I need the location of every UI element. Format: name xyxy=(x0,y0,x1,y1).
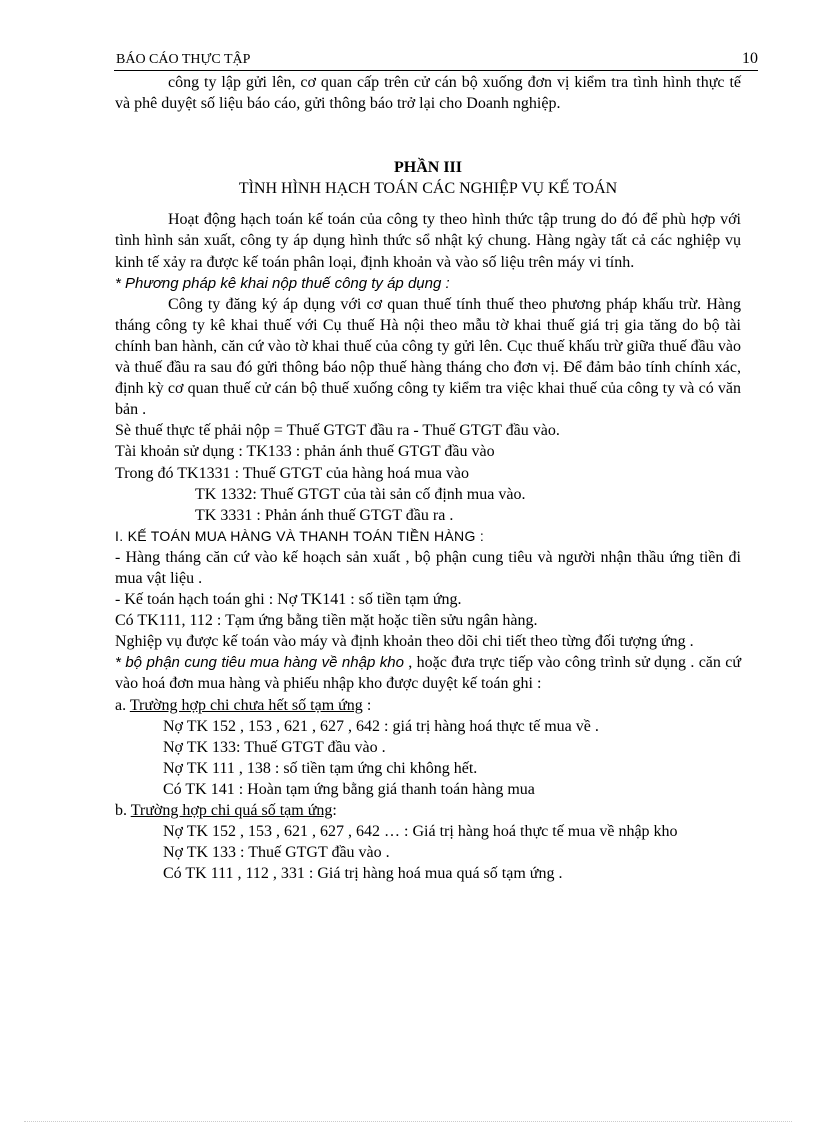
account-tk1332: TK 1332: Thuế GTGT của tài sản cố định mua vào. xyxy=(195,485,526,503)
case-a-suffix: : xyxy=(362,696,372,714)
tax-formula: Sè thuế thực tế phải nộp = Thuế GTGT đầu ra - Thuế GTGT đầu vào. xyxy=(115,422,560,440)
header-title: BÁO CÁO THỰC TẬP xyxy=(116,52,251,67)
paragraph-accounting-form: Hoạt động hạch toán kế toán của công ty theo hình thức tập trung do đó để phù hợp với tình hình sản xuất, công ty áp dụng hình thức sổ nhật ký chung. Hàng ngày tất cả các nghiệp vụ kinh tế xảy ra được kế toán phân loại, định khoản và vào số liệu trên máy vi tính. xyxy=(115,211,741,271)
case-b-line: Nợ TK 133 : Thuế GTGT đầu vào . xyxy=(163,844,390,862)
case-a-line: Nợ TK 152 , 153 , 621 , 627 , 642 : giá trị hàng hoá thực tế mua về . xyxy=(163,717,599,735)
tax-method-heading: * Phương pháp kê khai nộp thuế công ty áp dụng : xyxy=(115,274,450,292)
section-i-line1: - Hàng tháng căn cứ vào kế hoạch sản xuất , bộ phận cung tiêu và người nhận thầu ứng tiền đi mua vật liệu . xyxy=(115,548,741,587)
accounts-in-which: Trong đó TK1331 : Thuế GTGT của hàng hoá mua vào xyxy=(115,464,470,482)
section-i-line5-italic: * bộ phận cung tiêu mua hàng về nhập kho xyxy=(115,654,404,672)
case-a-line: Có TK 141 : Hoàn tạm ứng bằng giá thanh toán hàng mua xyxy=(163,780,535,798)
paragraph-tax-method: Công ty đăng ký áp dụng với cơ quan thuế tính thuế theo phương pháp khấu trừ. Hàng tháng công ty kê khai thuế với Cụ thuế Hà nội theo mẫu tờ khai thuế giá trị gia tăng do bộ tài chính ban hành, căn cứ vào tờ khai thuế của công ty gửi lên. Cục thuế khấu trừ giữa thuế đầu vào và thuế đầu ra sau đó gửi thông báo nộp thuế hàng tháng cho đơn vị. Để đảm bảo tính chính xác, định kỳ cơ quan thuế cử cán bộ thuế xuống công ty kiểm tra việc khai thuế của công ty và có văn bản . xyxy=(115,295,741,419)
case-b-prefix: b. xyxy=(115,802,131,819)
page-number: 10 xyxy=(742,50,758,67)
section-subtitle: TÌNH HÌNH HẠCH TOÁN CÁC NGHIỆP VỤ KẾ TOÁN xyxy=(238,180,618,198)
document-body xyxy=(115,72,741,884)
case-b-suffix: : xyxy=(332,802,337,819)
case-b-line: Có TK 111 , 112 , 331 : Giá trị hàng hoá mua quá số tạm ứng . xyxy=(163,865,563,883)
account-tk3331: TK 3331 : Phản ánh thuế GTGT đầu ra . xyxy=(195,506,454,524)
case-a-heading xyxy=(115,695,741,716)
spacer xyxy=(115,114,741,157)
page-header xyxy=(114,50,758,71)
intro-paragraph: công ty lập gửi lên, cơ quan cấp trên cử cán bộ xuống đơn vị kiểm tra tình hình thực tế và phê duyệt số liệu báo cáo, gửi thông báo trở lại cho Doanh nghiệp. xyxy=(115,74,741,113)
case-a-line: Nợ TK 111 , 138 : số tiền tạm ứng chi không hết. xyxy=(163,759,478,777)
case-b-title: Trường hợp chi quá số tạm ứng xyxy=(130,802,333,819)
case-b-line: Nợ TK 152 , 153 , 621 , 627 , 642 … : Giá trị hàng hoá thực tế mua về nhập kho xyxy=(163,823,678,841)
page-bottom-divider xyxy=(24,1121,792,1122)
case-a-title: Trường hợp chi chưa hết số tạm ứng xyxy=(129,696,363,714)
section-i-line5-rest: , hoặc đưa trực tiếp vào công trình sử dụng . căn cứ vào hoá đơn mua hàng và phiếu nhập kho được duyệt kế toán ghi : xyxy=(115,654,742,693)
section-i-line4: Nghiệp vụ được kế toán vào máy và định khoản theo dõi chi tiết theo từng đối tượng ứng . xyxy=(115,633,694,651)
section-i-heading: I. KẾ TOÁN MUA HÀNG VÀ THANH TOÁN TIỀN HÀNG : xyxy=(115,527,485,544)
case-b-heading xyxy=(115,800,741,821)
section-i-line5 xyxy=(115,652,741,694)
case-a-line: Nợ TK 133: Thuế GTGT đầu vào . xyxy=(163,738,386,756)
section-title: PHẦN III xyxy=(393,159,462,177)
case-a-prefix: a. xyxy=(115,696,130,714)
section-i-line2: - Kế toán hạch toán ghi : Nợ TK141 : số tiền tạm ứng. xyxy=(115,591,462,609)
section-i-line3: Có TK111, 112 : Tạm ứng bằng tiền mặt hoặc tiền sửu ngân hàng. xyxy=(115,612,538,630)
accounts-used: Tài khoản sử dụng : TK133 : phản ánh thuế GTGT đầu vào xyxy=(115,443,495,461)
